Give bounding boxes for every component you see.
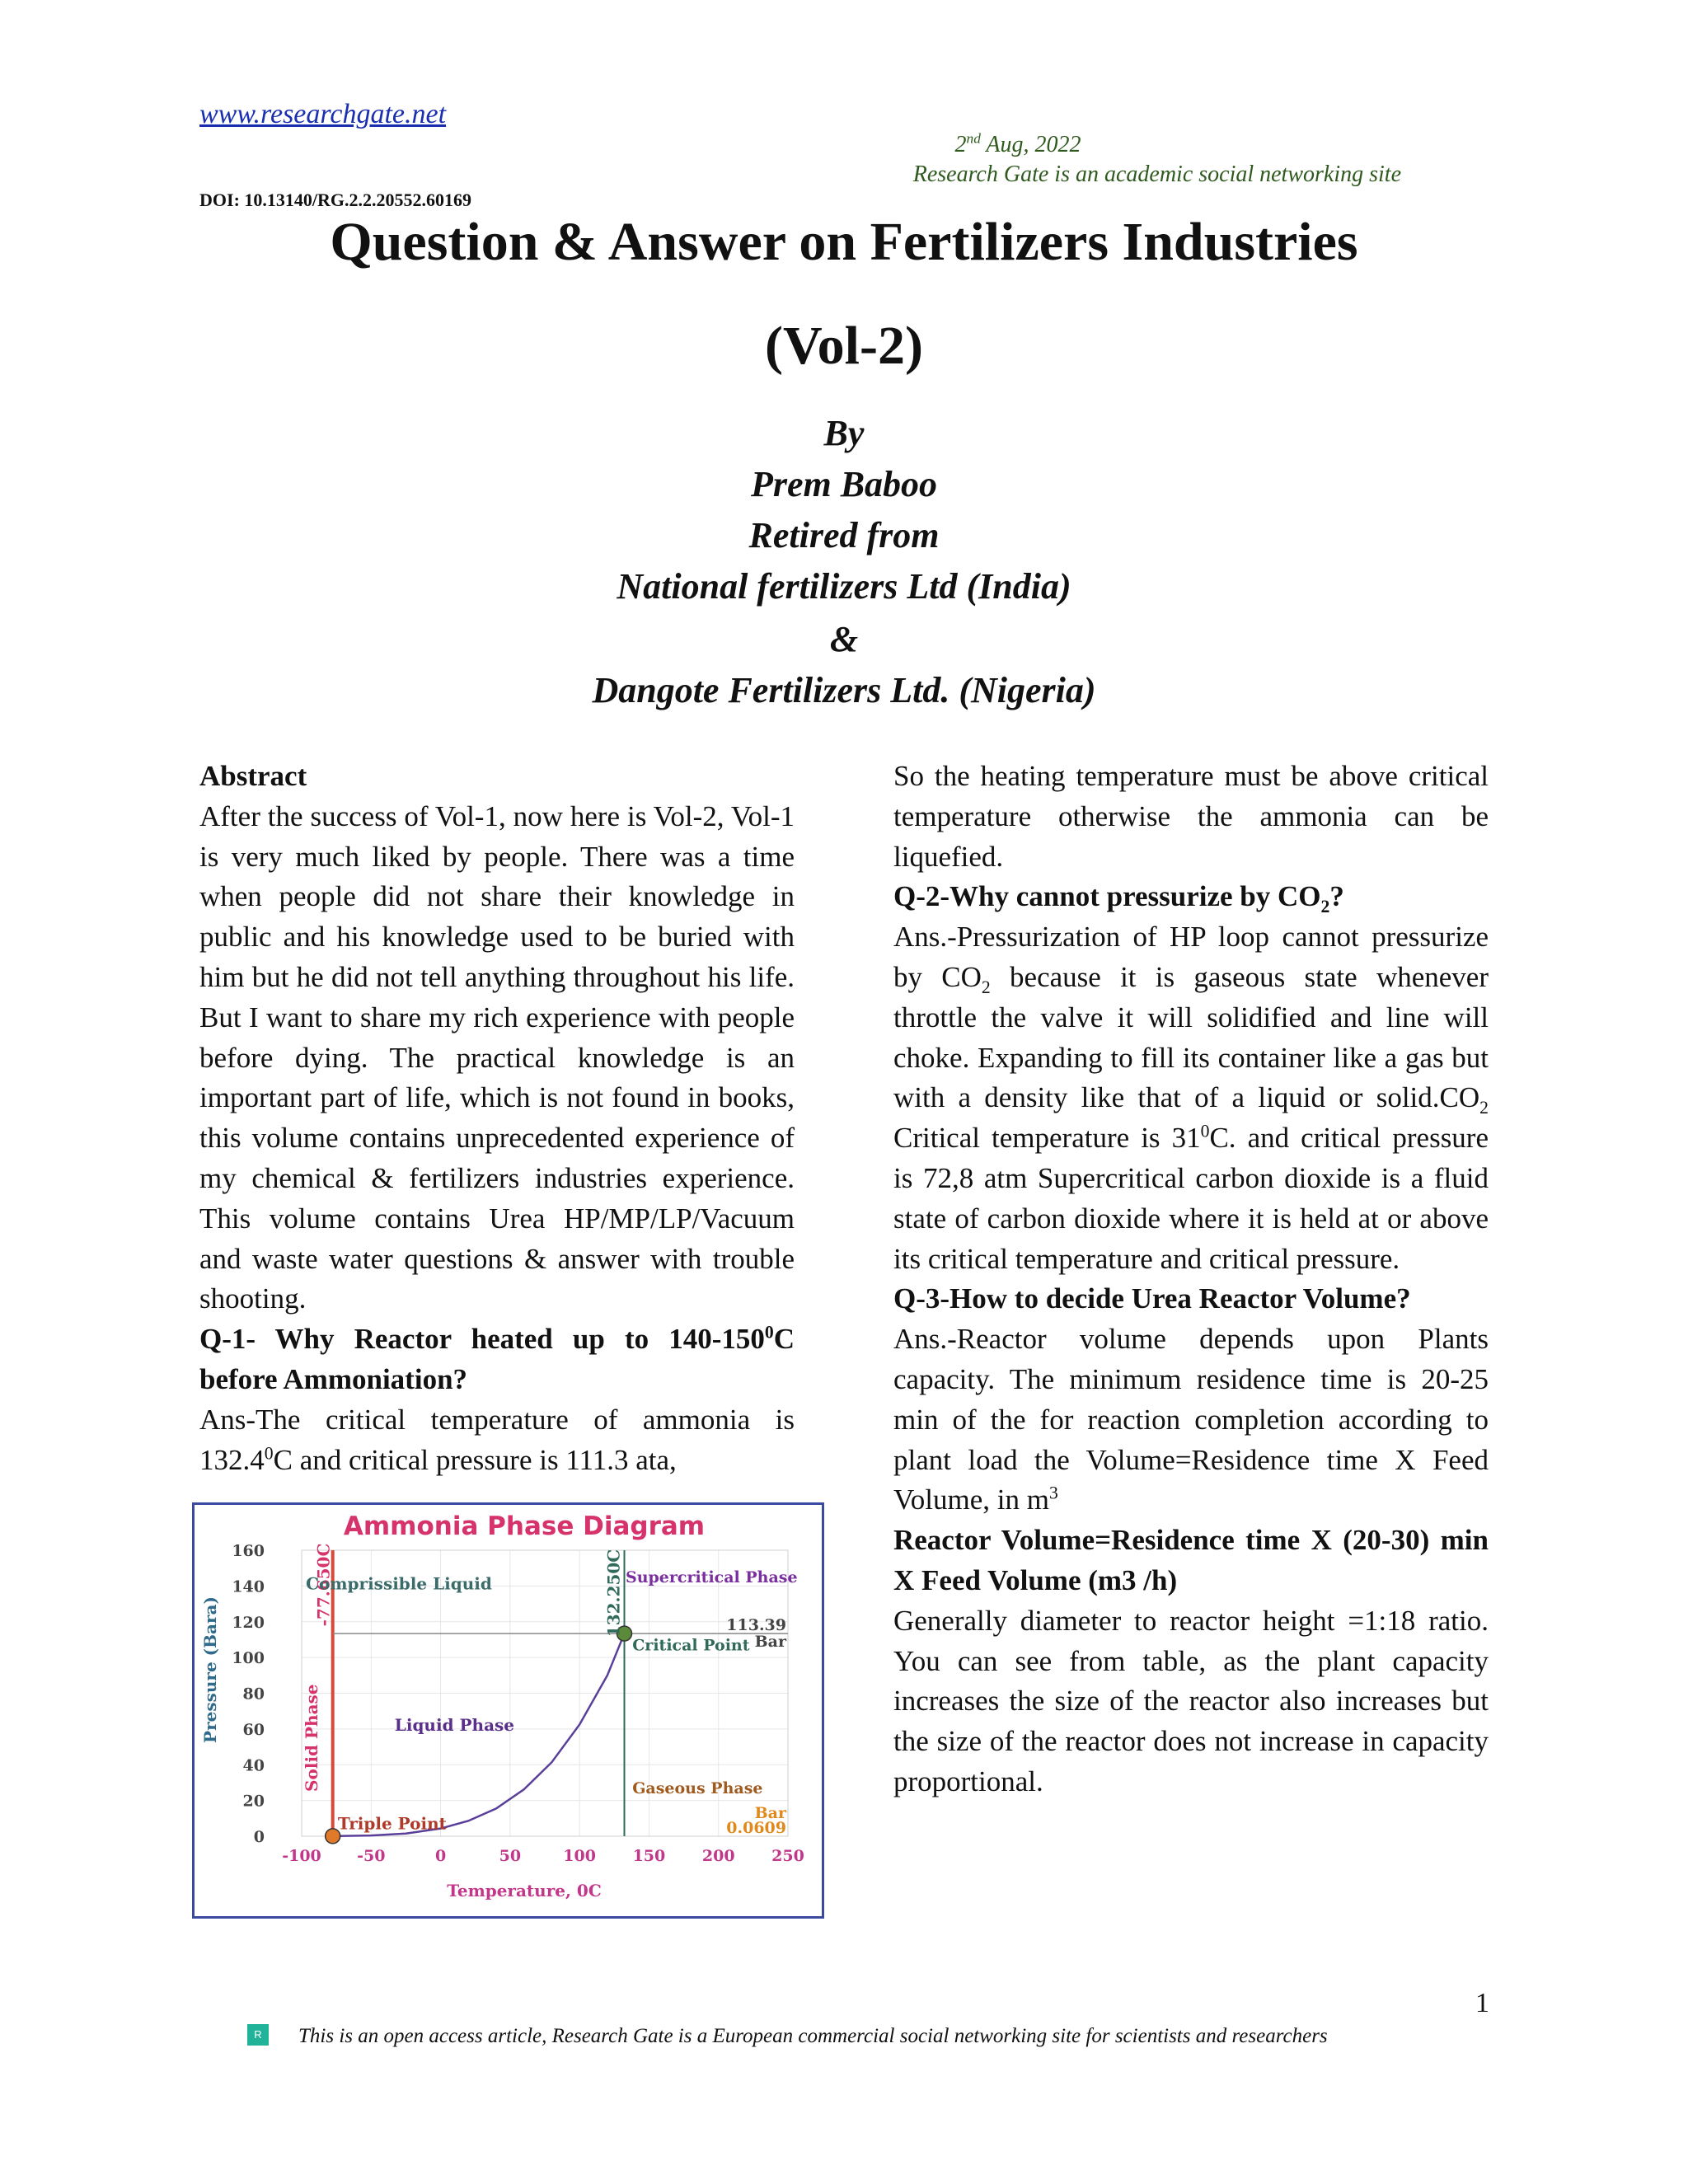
critical-pressure-value: 113.39 <box>726 1616 786 1635</box>
region-compressible-liquid: Comprissible Liquid <box>306 1573 492 1594</box>
right-column <box>893 757 1489 1802</box>
y-axis-label: Pressure (Bara) <box>200 1596 220 1743</box>
byline-by: By <box>823 413 865 453</box>
answer-1: Ans-The critical temperature of ammonia is 132.4$^0$C and critical pressure is 111.3 ata, <box>199 1403 795 1476</box>
critical-pressure-unit: Bar <box>754 1633 786 1652</box>
y-tick-label: 160 <box>232 1542 265 1560</box>
publication-date: 2nd Aug, 2022 <box>954 130 1081 157</box>
x-tick-label: 50 <box>499 1847 522 1865</box>
author-org-2: Dangote Fertilizers Ltd. (Nigeria) <box>592 670 1096 710</box>
x-tick-label: 250 <box>771 1847 804 1865</box>
critical-temp-label: 132.250C <box>603 1549 624 1638</box>
triple-pressure-unit: Bar <box>754 1803 786 1822</box>
x-tick-label: 150 <box>632 1847 666 1865</box>
author-org-1: National fertilizers Ltd (India) <box>617 566 1071 607</box>
answer-2: Ans.-Pressurization of HP loop cannot pressurize by $CO_2$ because it is gaseous state whenever throttle the valve it will solidified and line will choke. Expanding to fill its container like a gas but with a density like that of a liquid or $solid.CO_2$ Critical temperature is $31^0C$. and critical pressure is 72,8 atm Supercritical carbon dioxide is a fluid state of carbon dioxide where it is held at or above its critical temperature and critical pressure. <box>893 921 1489 1275</box>
paragraph-diameter-ratio: Generally diameter to reactor height =1:18 ratio. You can see from table, as the plant capacity increases the size of the reactor also increases but the size of the reactor does not increase in capacity proportional. <box>893 1604 1489 1797</box>
y-tick-label: 100 <box>232 1649 265 1668</box>
region-gaseous: Gaseous Phase <box>632 1779 763 1797</box>
region-supercritical: Supercritical Phase <box>625 1568 798 1587</box>
question-1: Q-1- Why Reactor heated up to $140-150^0C$ before Ammoniation? <box>199 1322 795 1395</box>
x-axis-label: Temperature, 0C <box>447 1881 602 1900</box>
x-tick-label: 100 <box>563 1847 596 1865</box>
y-tick-label: 20 <box>242 1792 265 1811</box>
researchgate-logo-icon: R <box>247 2024 269 2046</box>
x-tick-label: -50 <box>357 1847 386 1865</box>
region-solid: Solid Phase <box>301 1684 321 1792</box>
page-subtitle: (Vol-2) <box>765 316 923 376</box>
question-2: Q-2-Why cannot pressurize by $CO_2$? <box>893 880 1344 917</box>
researchgate-link[interactable]: www.researchgate.net <box>199 99 447 129</box>
page-number: 1 <box>1475 1988 1489 2018</box>
paragraph-heating: So the heating temperature must be above critical temperature otherwise the ammonia can be liquefied. <box>893 760 1489 873</box>
x-tick-label: 200 <box>701 1847 735 1865</box>
chart-title: Ammonia Phase Diagram <box>343 1511 706 1541</box>
footer-note: This is an open access article, Research Gate is a European commercial social networking site for scientists and researchers <box>298 2025 1328 2047</box>
x-tick-label: -100 <box>282 1847 321 1865</box>
label-triple-point: Triple Point <box>337 1813 447 1834</box>
answer-3: Ans.-Reactor volume depends upon Plants capacity. The minimum residence time is 20-25 min of the for reaction completion according to plant load the Volume=Residence time X Feed Volume, in $m^3$ <box>893 1323 1489 1516</box>
triple-pressure-value: 0.0609 <box>726 1818 786 1837</box>
y-tick-label: 140 <box>232 1577 265 1596</box>
left-column <box>199 757 795 1480</box>
doi: DOI: 10.13140/RG.2.2.20552.60169 <box>199 190 472 210</box>
abstract-text: After the success of Vol-1, now here is Vol-2, Vol-1 is very much liked by people. There was a time when people did not share their knowledge in public and his knowledge used to be buried with him but he did not tell anything throughout his life. But I want to share my rich experience with people before dying. The practical knowledge is an important part of life, which is not found in books, this volume contains unprecedented experience of my chemical & fertilizers industries experience. This volume contains Urea HP/MP/LP/Vacuum and waste water questions & answer with trouble shooting. <box>199 799 795 1315</box>
byline-ampersand: & <box>829 619 859 659</box>
y-tick-label: 120 <box>232 1613 265 1632</box>
author-name: Prem Baboo <box>750 464 938 504</box>
y-tick-label: 80 <box>242 1685 265 1704</box>
x-tick-label: 0 <box>434 1847 447 1865</box>
region-liquid: Liquid Phase <box>394 1715 515 1736</box>
phase-diagram-svg <box>195 1505 822 1916</box>
reactor-volume-formula: Reactor Volume=Residence time X (20-30) min X Feed Volume (m3 /h) <box>893 1524 1489 1596</box>
question-3: Q-3-How to decide Urea Reactor Volume? <box>893 1282 1411 1315</box>
label-critical-point: Critical Point <box>632 1636 750 1655</box>
y-tick-label: 60 <box>242 1720 265 1739</box>
triple-temp-label: -77.650C <box>313 1543 334 1627</box>
site-description: Research Gate is an academic social networking site <box>912 162 1401 187</box>
ammonia-phase-diagram <box>192 1502 824 1919</box>
abstract-heading: Abstract <box>199 760 307 792</box>
author-retired: Retired from <box>748 515 940 555</box>
y-tick-label: 40 <box>242 1756 265 1775</box>
page-title: Question & Answer on Fertilizers Industries <box>330 212 1358 272</box>
y-tick-label: 0 <box>253 1828 265 1846</box>
